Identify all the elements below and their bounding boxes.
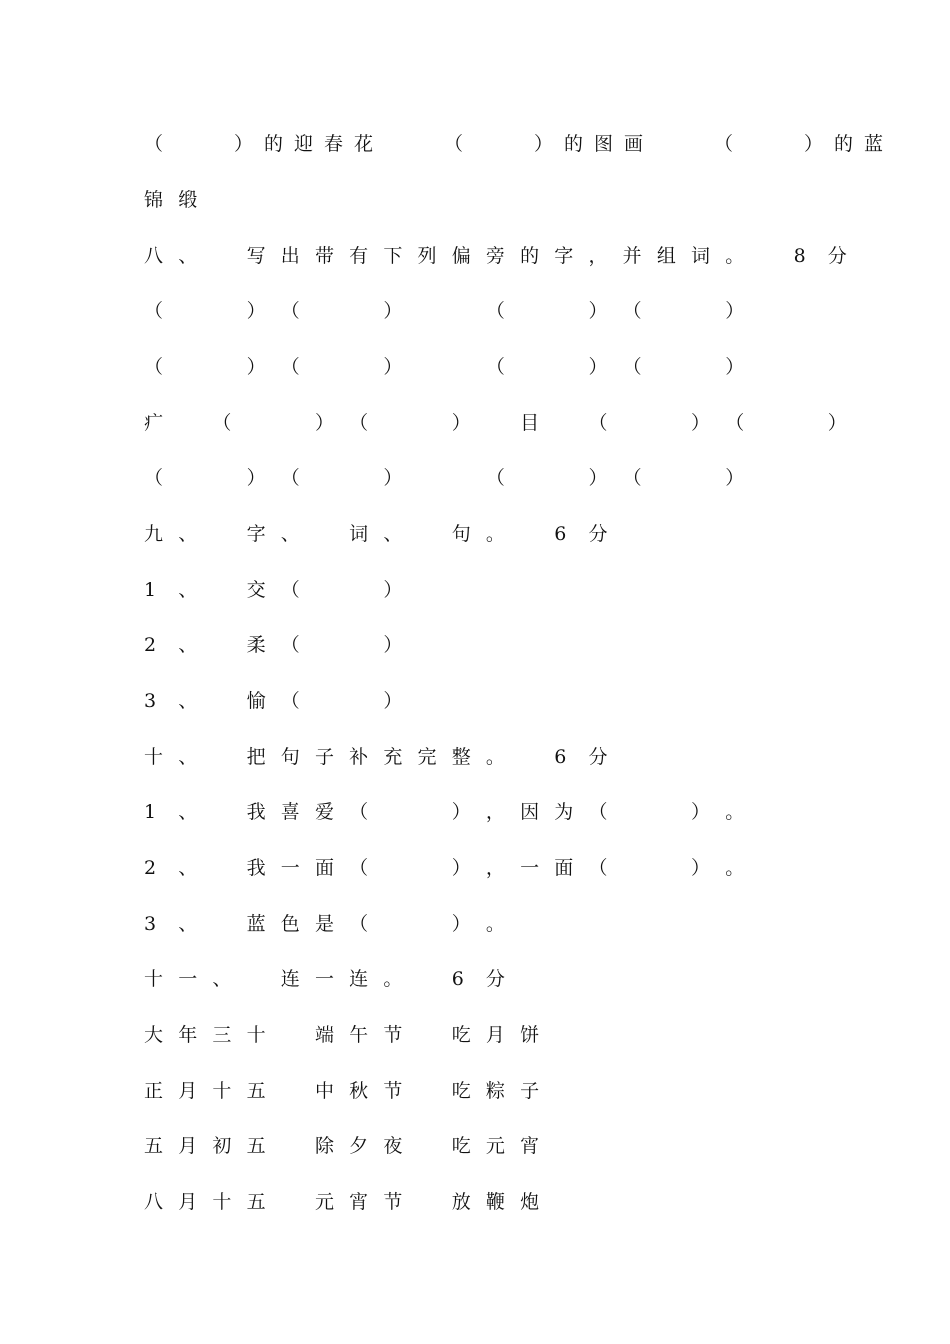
item-9-3: 3 、 愉 （ ） — [144, 690, 403, 712]
item-9-2: 2 、 柔 （ ） — [144, 634, 403, 656]
item-9-1: 1 、 交 （ ） — [144, 579, 403, 601]
match-row-2: 正 月 十 五 中 秋 节 吃 粽 子 — [144, 1080, 540, 1102]
item-10-2: 2 、 我 一 面 （ ） ， 一 面 （ ） 。 — [144, 857, 745, 879]
match-row-4: 八 月 十 五 元 宵 节 放 鞭 炮 — [144, 1191, 540, 1213]
item-10-3: 3 、 蓝 色 是 （ ） 。 — [144, 913, 505, 935]
radical-row-1: （ ） （ ） （ ） （ ） — [144, 300, 745, 322]
section-11-heading: 十 一 、 连 一 连 。 6 分 — [144, 968, 505, 990]
blank-line-flowers: （ ） 的 迎 春 花 （ ） 的 图 画 （ ） 的 蓝 — [144, 133, 884, 155]
item-10-1: 1 、 我 喜 爱 （ ） ， 因 为 （ ） 。 — [144, 801, 745, 823]
match-row-1: 大 年 三 十 端 午 节 吃 月 饼 — [144, 1024, 540, 1046]
radical-row-2: （ ） （ ） （ ） （ ） — [144, 356, 745, 378]
radical-row-4: （ ） （ ） （ ） （ ） — [144, 467, 745, 489]
blank-line-continuation: 锦 缎 — [144, 189, 198, 211]
section-10-heading: 十 、 把 句 子 补 充 完 整 。 6 分 — [144, 746, 608, 768]
match-row-3: 五 月 初 五 除 夕 夜 吃 元 宵 — [144, 1135, 540, 1157]
section-8-heading: 八 、 写 出 带 有 下 列 偏 旁 的 字 ， 并 组 词 。 8 分 — [144, 245, 847, 267]
radical-row-3: 疒 （ ） （ ） 目 （ ） （ ） — [144, 412, 847, 434]
section-9-heading: 九 、 字 、 词 、 句 。 6 分 — [144, 523, 608, 545]
